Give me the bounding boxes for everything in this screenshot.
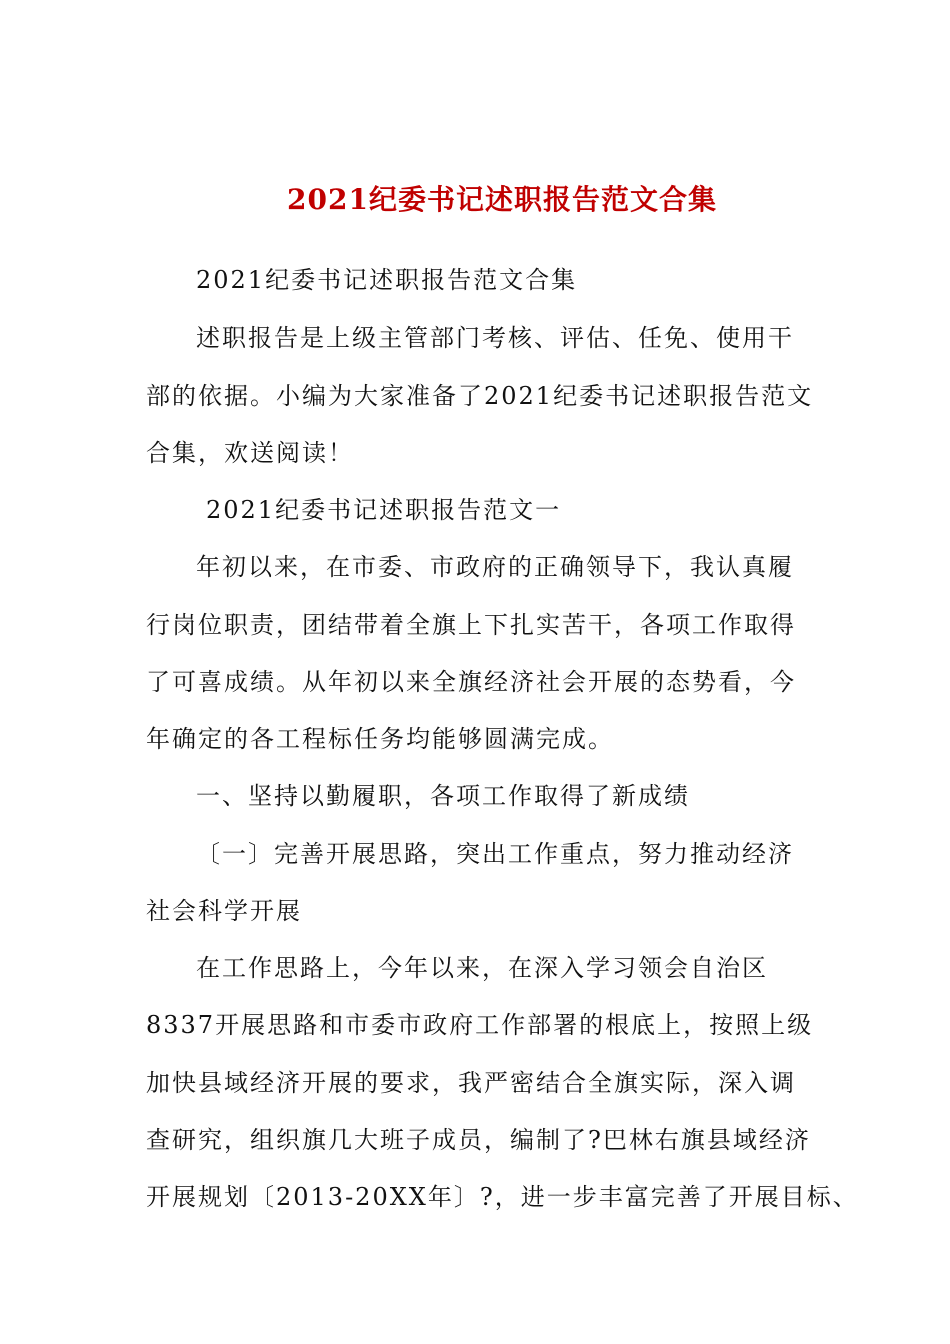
paragraph-line-15: 加快县域经济开展的要求，我严密结合全旗实际，深入调 xyxy=(146,1069,796,1097)
paragraph-line-3: 部的依据。小编为大家准备了2021纪委书记述职报告范文 xyxy=(146,382,814,410)
paragraph-line-6: 年初以来，在市委、市政府的正确领导下，我认真履 xyxy=(196,553,794,581)
paragraph-line-5: 2021纪委书记述职报告范文一 xyxy=(206,496,562,524)
paragraph-line-17: 开展规划〔2013-20XX年〕?，进一步丰富完善了开展目标、 xyxy=(146,1183,859,1211)
paragraph-line-4: 合集，欢送阅读！ xyxy=(146,439,354,467)
paragraph-line-8: 了可喜成绩。从年初以来全旗经济社会开展的态势看，今 xyxy=(146,668,796,696)
paragraph-line-2: 述职报告是上级主管部门考核、评估、任免、使用干 xyxy=(196,324,794,352)
paragraph-line-11: 〔一〕完善开展思路，突出工作重点，努力推动经济 xyxy=(196,840,794,868)
paragraph-line-13: 在工作思路上，今年以来，在深入学习领会自治区 xyxy=(196,954,768,982)
paragraph-line-9: 年确定的各工程标任务均能够圆满完成。 xyxy=(146,725,614,753)
paragraph-line-14: 8337开展思路和市委市政府工作部署的根底上，按照上级 xyxy=(146,1011,814,1039)
paragraph-line-16: 查研究，组织旗几大班子成员，编制了?巴林右旗县域经济 xyxy=(146,1126,811,1154)
paragraph-line-10: 一、坚持以勤履职，各项工作取得了新成绩 xyxy=(196,782,690,810)
paragraph-line-1: 2021纪委书记述职报告范文合集 xyxy=(196,266,578,294)
document-title: 2021纪委书记述职报告范文合集 xyxy=(287,183,717,216)
paragraph-line-12: 社会科学开展 xyxy=(146,897,302,925)
paragraph-line-7: 行岗位职责，团结带着全旗上下扎实苦干，各项工作取得 xyxy=(146,611,796,639)
